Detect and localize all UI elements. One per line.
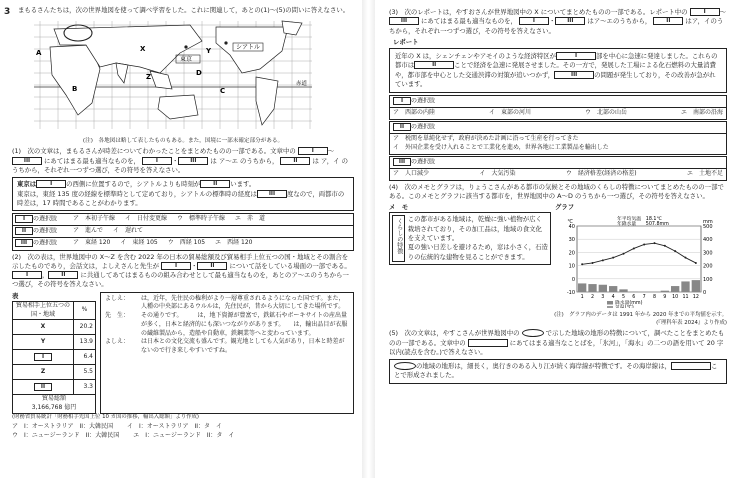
australia-landmass <box>158 95 198 119</box>
table-cell-pct: 6.4 <box>74 350 96 365</box>
q1-frame <box>12 177 354 211</box>
x-tick-label: 12 <box>692 295 699 301</box>
table-row <box>13 350 96 365</box>
frame-box-1: I <box>36 180 66 188</box>
dialog-text: は，近年，先住民の権利がより一層尊重されるようになった国です。また，人種の中央部にあるウルルは，先住民が，昔から大切にしてきた場所です。 <box>141 294 345 311</box>
memo-box <box>389 212 551 264</box>
temp-point <box>602 260 604 262</box>
q5-text3: にあてはまる適当なことばを，「氷河」，「海水」の二つの語を用いて 20 字以内(読点を含む。)で答えなさい。 <box>389 338 724 356</box>
q5-box-2: ことで形成されました。 <box>394 362 718 380</box>
selector-option: イ 大気汚染 <box>479 169 516 177</box>
choice-item: エ 西経 120 <box>215 239 253 247</box>
q1-text4: は ア，イ のうちから，それぞれ一つずつ選び，その符号を答えなさい。 <box>12 156 348 174</box>
choice-row <box>13 214 353 225</box>
table-row <box>13 365 96 380</box>
choice-item: イ 日付変更線 <box>125 215 168 223</box>
temp-point <box>592 262 594 264</box>
south-america-landmass <box>256 77 278 125</box>
q1-text3: は ア〜エ のうちから， <box>210 156 279 165</box>
q1-frame-2: の西側に位置するので，シアトルよりも時刻が <box>66 180 201 189</box>
table-cell-name-text: Z <box>40 368 46 376</box>
selector-block <box>389 156 727 181</box>
memo-line-2: 夏の強い日差しを避けるため，窓は小さく，石造りの伝統的な建物を見ることができます。 <box>407 243 548 261</box>
q3-text3: はア〜エのうちから， <box>587 17 652 26</box>
selector-options <box>390 169 726 180</box>
answer-box-3[interactable]: III <box>12 157 42 165</box>
report-3: ことで経済を急速に発展させました。その一方で，発展した工場による化石燃料の大量消費や，都市部を中心とした交通渋滞の対策が追いつかず， <box>395 61 717 79</box>
table-total-cell <box>13 395 96 413</box>
precip-bar <box>578 284 586 293</box>
x-tick-label: 6 <box>632 295 636 301</box>
choice-item: ウ 西経 105 <box>167 239 206 247</box>
selector-label-text: の選択肢 <box>411 123 436 131</box>
table-row <box>13 335 96 350</box>
greenland-landmass <box>282 21 302 35</box>
temp-point <box>654 243 656 245</box>
dialog-line <box>105 295 349 312</box>
city-label-seattle: シアトル <box>236 44 261 52</box>
q5-answer-box[interactable] <box>468 339 508 347</box>
climate-graph <box>555 212 725 308</box>
y2-tick-label: 300 <box>703 250 713 257</box>
table-cell-pct: 13.9 <box>74 335 96 350</box>
dialog-text: その通りです。 は，地下資源が豊富で，鉄鉱石やボーキサイトの産出量が多く，日本と経済的にも深いつながりがあります。 は，輸出品目が衣服の繊維製品から，造船や自動車，鉄鋼業等へと変わっています。 <box>141 312 348 337</box>
q3-box-1b[interactable]: I <box>519 17 549 25</box>
table-cell-name <box>13 350 74 365</box>
graph-title: グラフ <box>555 203 575 212</box>
q2-text2: について話をしている場面の一部である。 <box>229 261 351 270</box>
choice-head-label: の選択肢 <box>33 227 58 235</box>
choice-row <box>13 225 353 237</box>
report-1: 近年の X は，シェンチェンやアモイのような経済特区が <box>395 52 557 61</box>
question-2: (2) 次の表は，世界地図中の X〜Z を含む 2022 年の日本の貿易総額及び貿易相手上位五つの国・地域とその割合を示したものであり，会話文は，よしえさんと先生が I ・ II について話をしている場面の一部である。 I ， II に共通してあてはまるものの組み合わせとして最も適当なものを，あとのア〜エのうちから一つ選び，その符号を答えなさい。 表 貿易相手上位五つの国・地域 % X 20.2 Y 13.9 I 6.4 Z 5.5 II 3.3 貿易総額 3,166,768 億円 よしえ： は，近年，先住民の権利がより一層尊重されるようになった国です。また，人種の中央部にあるウルルは，先住民が，昔から大切にしてきた場所です。 先 生： その通りです。 は，地下資源が豊富で，鉄鉱石やボーキサイトの産出量が多く，日本と経済的にも深いつながりがあります。 は，輸出品目が衣服の繊維製品から，造船や自動車，鉄鋼業等へと変わっています。 よしえ： は日本との文化交流も盛んです。観光地としても人気があり，日本と時差がないので行き来しやすいですね。 (財務省貿易統計「財務相手先国上位 10 カ国の推移，輸出入総額」より作成) ア I：オーストラリア II：大韓民国 イ I：オーストラリア II：タ イ ウ I：ニュージーランド II：大韓民国 エ I：ニュージーランド II：タ イ <box>12 253 354 441</box>
annual-precip-label: 年降水量 507.8mm <box>617 222 669 228</box>
q3-box-3[interactable]: III <box>389 17 419 25</box>
temp-point <box>674 250 676 252</box>
q3-text4: はア，イのうちから，それぞれ一つずつ選び，その符号を答えなさい。 <box>389 17 724 35</box>
question-number: 3 <box>4 7 11 17</box>
y-tick-label: -10 <box>566 290 575 297</box>
memo-line-1: この都市がある地域は，乾燥に強い植物が広く栽培されており，その加工品は，地域の食文化を支えています。 <box>407 215 542 242</box>
report-4: の問題が発生しており，その改善が急がれています。 <box>395 70 716 88</box>
question-intro: まもるさんたちは，次の世界地図を使って調べ学習をした。これに関連して，あとの(1)〜(5)の問いに答えなさい。 <box>18 6 350 14</box>
q3-box-1[interactable]: I <box>690 8 720 16</box>
legend-precip-swatch <box>607 301 613 305</box>
option-row <box>12 432 354 441</box>
answer-box-3b[interactable]: III <box>178 157 208 165</box>
choice-item: ア 東経 120 <box>73 239 111 247</box>
y-tick-label: 10 <box>568 264 575 271</box>
selector-options <box>390 134 726 153</box>
question-3: (3) 次のレポートは，やすおさんが世界地図中の X についてまとめたものの一部である。レポート中の I 〜III にあてはまる最も適当なものを， I ・ III はア〜エのうちから， II はア，イのうちから，それぞれ一つずつ選び，その符号を答えなさい。 レポート 近年の X は，シェンチェンやアモイのような経済特区が I 部を中心に急速に発達しました。これらの都市は II ことで経済を急速に発展させました。その一方で，発展した工場による化石燃料の大量消費や，都市部を中心とした交通渋滞の対策が追いつかず， III の問題が発生しており，その改善が急がれています。 I の選択肢 ア 西部の内陸 イ 東部の河川 ウ 北部の山岳 エ 南部の沿海 II の選択肢 ア 税関を単純化せず，政府が決めた計画に沿って生産を行ってきた イ 外国企業を受け入れることで工業化を進め，世界各地に工業製品を輸出した III の選択肢 ア 人口減少 イ 大気汚染 ウ 経済格差(経済の格差) エ 土地不足 <box>389 8 727 181</box>
selector-block <box>389 121 727 155</box>
q5-text: (5) 次の文章は，やすこさんが世界地図中の <box>389 329 520 338</box>
precip-bar <box>671 286 679 292</box>
choice-item: イ 東経 105 <box>120 239 158 247</box>
report-box-2: II <box>414 61 454 69</box>
choice-head <box>15 239 73 248</box>
answer-option: エ I：ニュージーランド II：タ イ <box>133 432 235 440</box>
temp-point <box>581 264 583 266</box>
y2-tick-label: 100 <box>703 277 713 284</box>
map-label-d: D <box>196 69 202 78</box>
memo-title: メ モ <box>389 203 409 212</box>
dialog-speaker: よしえ： <box>105 294 130 302</box>
q3-text2: にあてはまる最も適当なものを， <box>421 17 517 26</box>
answer-option: ア I：オーストラリア II：大韓民国 <box>12 422 114 430</box>
answer-box-2[interactable]: II <box>280 157 310 165</box>
q2-box-4[interactable]: II <box>48 271 78 279</box>
legend-temp-label: 気温(℃) <box>615 305 634 309</box>
temp-line <box>582 244 696 265</box>
selector-option: ウ 経済格差(経済の格差) <box>565 169 637 177</box>
selector-mark-box: I <box>393 97 411 105</box>
q1-frame-3: います。 <box>230 180 256 189</box>
precip-bar <box>681 282 689 293</box>
temp-point <box>664 245 666 247</box>
map-label-y: Y <box>206 47 212 56</box>
dialog-speaker: よしえ： <box>105 338 130 346</box>
dialog-line <box>105 338 349 355</box>
answer-option: イ I：オーストラリア II：タ イ <box>127 422 223 430</box>
question-5 <box>389 329 727 383</box>
map-label-c: C <box>220 87 226 96</box>
q3-selectors <box>389 95 727 180</box>
y-tick-label: 30 <box>568 237 575 244</box>
choice-mark-box: I <box>15 215 33 223</box>
choice-item: エ 赤 道 <box>235 215 266 223</box>
q2-box-1[interactable]: I <box>161 262 191 270</box>
selector-mark-box: III <box>393 158 411 166</box>
q1-text2: にあてはまる最も適当なものを， <box>44 156 140 165</box>
right-page <box>375 0 737 478</box>
q5-box-1: の地域の地形は，細長く，奥行きのある入り江が続く海岸線が特徴です。その海岸線は， <box>416 362 671 371</box>
report-box <box>389 48 727 93</box>
precip-bar <box>599 285 607 292</box>
precip-bar <box>609 286 617 292</box>
choice-head-label: の選択肢 <box>33 239 58 247</box>
table-row <box>13 380 96 395</box>
precip-bar <box>588 284 596 292</box>
q2-text3: に共通してあてはまるものの組み合わせとして最も適当なものを，あとのア〜エのうちから一つ選び，その符号を答えなさい。 <box>12 271 349 289</box>
table-cell-name <box>13 380 74 395</box>
choice-item: ア 進んで <box>73 227 104 235</box>
dialog-line <box>105 312 349 338</box>
table-header-name: 貿易相手上位五つの国・地域 <box>13 302 74 320</box>
x-tick-label: 10 <box>672 295 679 301</box>
report-box-3: III <box>554 71 594 79</box>
selector-option: ア 税関を単純化せず，政府が決めた計画に沿って生産を行ってきた <box>393 135 579 143</box>
legend-precip-label: 降水量(mm) <box>615 301 643 307</box>
selector-block <box>389 95 727 120</box>
map-note: (注) 各地図は略して表したものもある。また，国境に一部未確定部分がある。 <box>82 138 284 145</box>
y2-tick-label: 400 <box>703 237 713 244</box>
x-tick-label: 1 <box>580 295 584 301</box>
selector-options <box>390 108 726 119</box>
table-header-row <box>13 302 96 320</box>
q1-choices <box>12 213 354 251</box>
x-tick-label: 11 <box>682 295 689 301</box>
q5-frame-box <box>671 362 711 370</box>
temp-point <box>633 248 635 250</box>
table-cell-pct: 5.5 <box>74 365 96 380</box>
report-header: レポート <box>393 37 419 46</box>
y-tick-label: 20 <box>568 250 575 257</box>
choice-row <box>13 237 353 249</box>
x-tick-label: 9 <box>663 295 667 301</box>
selector-option: ア 西部の内陸 <box>393 109 436 117</box>
selector-label <box>390 157 726 169</box>
selector-mark-box: II <box>393 123 411 131</box>
y-tick-label: 0 <box>571 277 575 284</box>
q2-options <box>12 423 354 441</box>
selector-option: イ 外国企業を受け入れることで工業化を進め，世界各地に工業製品を輸出した <box>393 144 609 151</box>
answer-option: ウ I：ニュージーランド II：大韓民国 <box>12 432 120 440</box>
option-row <box>12 423 354 432</box>
choice-item: ア 本初子午線 <box>73 215 116 223</box>
table-cell-name <box>13 320 74 335</box>
city-label-tokyo: 東京 <box>180 56 193 64</box>
choice-item: イ 遅れて <box>113 227 144 235</box>
selector-option: イ 東部の河川 <box>488 109 531 117</box>
x-tick-label: 2 <box>590 295 595 301</box>
temp-point <box>612 257 614 259</box>
y2-unit-label: mm <box>703 219 713 226</box>
dialog-speaker: 先 生： <box>105 312 130 320</box>
table-total-row <box>13 395 96 413</box>
temp-point <box>643 244 645 246</box>
dialog-text: は日本との文化交流も盛んです。観光地としても人気があり，日本と時差がないので行き来しやすいですね。 <box>141 338 345 354</box>
table-cell-name-text: X <box>40 323 46 331</box>
dialog-box <box>100 292 354 414</box>
x-tick-label: 3 <box>601 295 605 301</box>
table-cell-name <box>13 365 74 380</box>
report-2: 部を中心に急速に発達しました。これらの都市は <box>395 52 718 70</box>
y2-tick-label: 200 <box>703 264 713 271</box>
q2-box-3[interactable]: I <box>12 271 42 279</box>
precip-bar <box>692 281 700 293</box>
q1-frame-1: 東京は <box>17 180 37 189</box>
memo-side-label: くらしの特徴 <box>392 215 405 261</box>
region-circle-icon-2 <box>394 362 416 370</box>
table-row <box>13 320 96 335</box>
table-cell-name <box>13 335 74 350</box>
graph-source: (『理科年表 2024』より作成) <box>656 319 727 326</box>
choice-head <box>15 227 73 236</box>
trade-table <box>12 301 96 414</box>
selector-label-text: の選択肢 <box>411 97 436 105</box>
choice-head-label: の選択肢 <box>33 215 58 223</box>
q2-text: (2) 次の表は，世界地図中の X〜Z を含む 2022 年の日本の貿易総額及び貿易相手上位五つの国・地域とその割合を示したものであり，会話文は，よしえさんと先生が <box>12 252 349 270</box>
question-1: (1) 次の文章は，まもるさんが時差についてわかったことをまとめたものの一部である。文章中の I 〜III にあてはまる最も適当なものを， I ・ III は ア〜エ のうちから， II は ア，イ のうちから，それぞれ一つずつ選び，その符号を答えなさい。 東京は I の西側に位置するので，シアトルよりも時刻が II います。 東京は，東経 135 度の経線を標準時として定めており，シアトルの標準時の経度は III 度なので，両都市の時差は，17 時間であることがわかります。 I の選択肢 ア 本初子午線 イ 日付変更線 ウ 標準時子午線 エ 赤 道 II の選択肢 ア 進んで イ 遅れて III の選択肢 ア 東経 120 イ 東経 105 ウ 西経 105 エ 西経 120 <box>12 147 354 250</box>
choice-item: ウ 標準時子午線 <box>177 215 226 223</box>
selector-label <box>390 122 726 134</box>
precip-bar <box>661 291 669 292</box>
table-answer-box: II <box>34 383 52 391</box>
table-cell-name-text: Y <box>40 338 46 346</box>
x-tick-label: 8 <box>652 295 657 301</box>
x-tick-label: 7 <box>642 295 646 301</box>
selector-option: エ 南部の沿海 <box>680 109 723 117</box>
answer-box-1[interactable]: I <box>298 147 328 155</box>
table-source: (財務省貿易統計「財務相手先国上位 10 カ国の推移，輸出入総額」より作成) <box>12 413 199 420</box>
y2-tick-label: 0 <box>703 290 707 297</box>
page-gutter <box>362 0 375 478</box>
choice-head <box>15 215 73 224</box>
selector-option: エ 土地不足 <box>686 169 723 177</box>
choice-mark-box: II <box>15 227 33 235</box>
table-total-value: 3,166,768 億円 <box>31 404 77 412</box>
table-title: 表 <box>12 291 19 300</box>
q5-frame <box>389 359 727 384</box>
map-label-a: A <box>36 49 42 58</box>
q5-text2: で示した地域の地形の特徴について，調べたことをまとめたものの一部である。文章中の <box>389 329 725 347</box>
choice-mark-box: III <box>15 239 33 247</box>
seattle-marker <box>224 42 227 45</box>
table-answer-box: I <box>34 353 52 361</box>
equator-label: 赤道 <box>296 81 308 88</box>
map-label-z: Z <box>146 73 152 82</box>
question-4 <box>389 183 727 328</box>
table-header-pct: % <box>74 302 96 320</box>
q3-box-3b[interactable]: III <box>555 17 585 25</box>
q3-box-2[interactable]: II <box>653 17 683 25</box>
selector-option: ウ 北部の山岳 <box>584 109 627 117</box>
world-map <box>20 17 320 137</box>
se-asia-landmass <box>150 71 172 89</box>
frame-box-3: III <box>257 190 287 198</box>
q1-text: (1) 次の文章は，まもるさんが時差についてわかったことをまとめたものの一部である。文章中の <box>12 147 296 156</box>
map-label-x: X <box>140 45 146 54</box>
q3-text: (3) 次のレポートは，やすおさんが世界地図中の X についてまとめたものの一部である。レポート中の <box>389 8 688 16</box>
q4-text: (4) 次のメモとグラフは，りょうこさんがある都市の気候とその地域のくらしの特徴についてまとめたものの一部である。このメモとグラフに該当する都市を，世界地図中の A〜D のうちから一つ選び，その符号を答えなさい。 <box>389 182 724 200</box>
x-tick-label: 5 <box>621 295 626 301</box>
report-box-1: I <box>556 52 596 60</box>
map-label-b: B <box>72 85 78 94</box>
x-tick-label: 4 <box>611 295 615 301</box>
q2-box-2[interactable]: II <box>197 262 227 270</box>
precip-bar <box>619 290 627 293</box>
selector-label-text: の選択肢 <box>411 158 436 166</box>
tokyo-marker <box>184 46 187 49</box>
temp-point <box>695 262 697 264</box>
table-cell-pct: 20.2 <box>74 320 96 335</box>
temp-point <box>685 257 687 259</box>
table-cell-pct: 3.3 <box>74 380 96 395</box>
table-total-label: 貿易総額 <box>41 395 66 403</box>
selector-label <box>390 96 726 108</box>
y-tick-label: 40 <box>568 224 575 231</box>
y-unit-label: ℃ <box>567 219 573 226</box>
selector-option: ア 人口減少 <box>393 169 430 177</box>
region-circle-icon <box>522 329 544 337</box>
y2-tick-label: 500 <box>703 224 713 231</box>
india-landmass <box>116 63 128 83</box>
frame-box-2: II <box>200 180 230 188</box>
q1-frame-5: 度なので，両都市の時差は，17 時間であることがわかります。 <box>17 189 345 207</box>
graph-note: (注) グラフ内のデータは 1991 年から 2020 年までの平均値を示す。 <box>554 311 727 318</box>
q1-frame-4: 東京は，東経 135 度の経線を標準時として定めており，シアトルの標準時の経度は <box>17 189 257 198</box>
left-page <box>0 0 362 478</box>
annual-temp-label: 年平均気温 18.1℃ <box>617 217 662 223</box>
temp-point <box>623 253 625 255</box>
answer-box-1b[interactable]: I <box>142 157 172 165</box>
